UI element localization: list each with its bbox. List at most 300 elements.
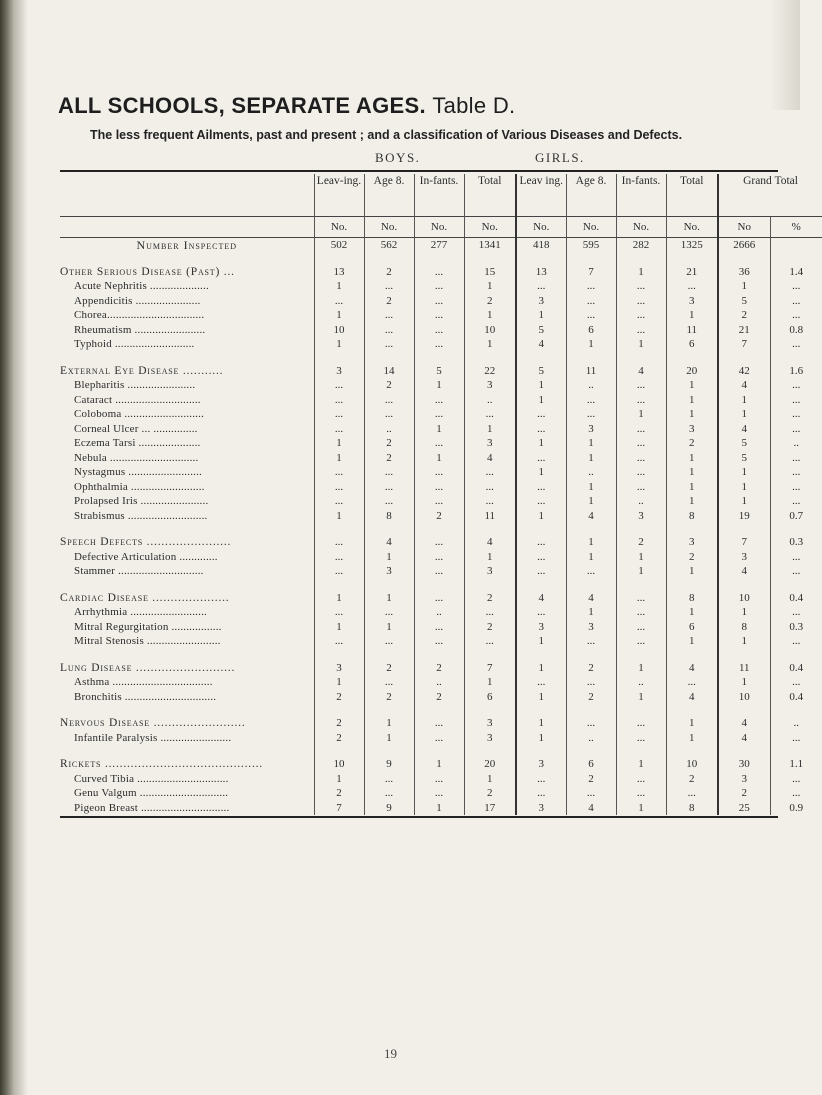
table-cell: 1 (464, 675, 516, 690)
table-row (60, 757, 822, 772)
row-label: Chorea................................. (74, 309, 205, 321)
table-row (60, 509, 822, 524)
table-cell: 9 (364, 757, 414, 772)
subheader-cell: No. (314, 217, 364, 238)
spacer-cell (718, 253, 770, 265)
table-cell: 562 (364, 238, 414, 253)
table-cell: 1 (616, 407, 666, 422)
table-cell: 6 (464, 690, 516, 705)
table-cell: ... (314, 378, 364, 393)
table-cell: 1 (566, 550, 616, 565)
spacer-cell (364, 745, 414, 757)
header-girls-age8: Age 8. (566, 174, 616, 217)
table-cell: ... (314, 407, 364, 422)
table-cell: ... (314, 494, 364, 509)
table-row (60, 634, 822, 649)
table-row (60, 436, 822, 451)
table-cell: 1 (516, 731, 566, 746)
table-cell: ... (566, 786, 616, 801)
row-label: Bronchitis ............................... (74, 690, 217, 703)
spacer-cell (516, 649, 566, 661)
table-cell: 8 (364, 509, 414, 524)
table-cell: 10 (666, 757, 718, 772)
table-cell: ... (616, 772, 666, 787)
spacer-cell (666, 579, 718, 591)
table-cell: ... (770, 675, 822, 690)
table-cell: 1 (616, 265, 666, 280)
table-cell: 1 (666, 605, 718, 620)
header-row (60, 174, 822, 217)
spacer-cell (566, 253, 616, 265)
table-cell: ... (314, 550, 364, 565)
table-cell: ... (770, 772, 822, 787)
table-cell: 8 (666, 801, 718, 816)
table-row (60, 451, 822, 466)
spacer-row (60, 649, 822, 661)
table-cell: 36 (718, 265, 770, 280)
table-cell: 1 (364, 716, 414, 731)
table-cell: 1 (718, 393, 770, 408)
table-cell: ... (364, 337, 414, 352)
table-cell: ... (414, 465, 464, 480)
table-row (60, 661, 822, 676)
table-cell: ... (414, 337, 464, 352)
table-cell: ... (364, 494, 414, 509)
table-cell: 8 (666, 509, 718, 524)
header-girls-total: Total (666, 174, 718, 217)
table-cell: 1 (666, 393, 718, 408)
table-cell: 1 (516, 308, 566, 323)
spacer-cell (364, 352, 414, 364)
table-cell: .. (770, 716, 822, 731)
table-cell: 2 (464, 620, 516, 635)
table-cell: 1 (566, 337, 616, 352)
subheader-label-spacer (60, 217, 314, 238)
table-cell: ... (364, 772, 414, 787)
table-cell: 1 (414, 801, 464, 816)
spacer-cell (718, 745, 770, 757)
table-cell: ... (414, 772, 464, 787)
table-cell: ... (314, 564, 364, 579)
table-cell: 25 (718, 801, 770, 816)
table-cell: 1 (314, 675, 364, 690)
table-cell: .. (616, 494, 666, 509)
header-grand-total: Grand Total (718, 174, 822, 217)
table-cell: 2 (314, 690, 364, 705)
table-cell: ... (566, 294, 616, 309)
table-cell: ... (770, 480, 822, 495)
table-cell: 1 (516, 661, 566, 676)
spacer-cell (414, 523, 464, 535)
table-cell: 1 (616, 801, 666, 816)
table-cell: ... (566, 279, 616, 294)
table-cell: ... (616, 393, 666, 408)
row-label: Coloboma ........................... (74, 408, 205, 420)
table-cell: ... (770, 465, 822, 480)
table-cell: 1 (718, 465, 770, 480)
table-cell: ... (516, 279, 566, 294)
table-cell: 3 (516, 757, 566, 772)
table-cell: 1 (414, 378, 464, 393)
table-cell: 1 (464, 550, 516, 565)
table-cell: 6 (666, 337, 718, 352)
table-cell: ... (464, 480, 516, 495)
spacer-cell (770, 253, 822, 265)
table-cell: 1 (314, 279, 364, 294)
spacer-cell (616, 649, 666, 661)
table-cell: 1 (616, 690, 666, 705)
table-cell: 11 (464, 509, 516, 524)
row-label: Lung Disease ........................... (60, 661, 236, 674)
table-cell: ... (414, 407, 464, 422)
table-cell: ... (770, 294, 822, 309)
table-cell: 1 (666, 731, 718, 746)
table-cell: ... (364, 465, 414, 480)
spacer-cell (516, 745, 566, 757)
table-cell: ... (566, 308, 616, 323)
spacer-cell (616, 523, 666, 535)
spacer-cell (516, 579, 566, 591)
spacer-cell (770, 352, 822, 364)
table-cell: 277 (414, 238, 464, 253)
table-cell: 4 (516, 337, 566, 352)
table-cell: 1 (364, 620, 414, 635)
table-cell: 2 (364, 436, 414, 451)
table-cell: 2 (414, 690, 464, 705)
table-cell: 7 (314, 801, 364, 816)
binding-shadow (0, 0, 28, 1095)
table-cell: ... (516, 675, 566, 690)
table-cell: 1 (718, 279, 770, 294)
header-boys-leaving: Leav-ing. (314, 174, 364, 217)
table-cell: 4 (666, 661, 718, 676)
spacer-cell (314, 649, 364, 661)
table-cell: ... (616, 716, 666, 731)
table-cell: 1 (666, 634, 718, 649)
subheader-cell: No. (364, 217, 414, 238)
table-row (60, 716, 822, 731)
table-cell: ... (414, 564, 464, 579)
table-cell: 2 (464, 591, 516, 606)
table-cell: 8 (666, 591, 718, 606)
table-cell: 3 (616, 509, 666, 524)
table-cell: 3 (464, 716, 516, 731)
row-label: Prolapsed Iris ....................... (74, 495, 209, 507)
table-cell: .. (414, 675, 464, 690)
table-cell: 282 (616, 238, 666, 253)
spacer-cell (616, 704, 666, 716)
table-cell: 11 (566, 364, 616, 379)
table-cell: ... (516, 772, 566, 787)
table-row (60, 378, 822, 393)
table-cell: ... (616, 294, 666, 309)
spacer-row (60, 352, 822, 364)
table-row (60, 294, 822, 309)
table-cell: 3 (464, 731, 516, 746)
table-cell: 2 (314, 716, 364, 731)
table-row (60, 422, 822, 437)
table-cell: 7 (718, 535, 770, 550)
table-body (60, 238, 822, 816)
table-cell: 0.3 (770, 620, 822, 635)
table-row (60, 772, 822, 787)
table-cell: 3 (364, 564, 414, 579)
table-cell: ... (314, 535, 364, 550)
table-cell: 1341 (464, 238, 516, 253)
table-cell: ... (414, 550, 464, 565)
table-cell: 1 (314, 591, 364, 606)
table-cell: 6 (666, 620, 718, 635)
table-row (60, 801, 822, 816)
header-boys-infants: In-fants. (414, 174, 464, 217)
table-cell: 0.8 (770, 323, 822, 338)
table-cell: 42 (718, 364, 770, 379)
table-cell: ... (414, 535, 464, 550)
table-cell: 0.4 (770, 661, 822, 676)
table-cell: ... (616, 480, 666, 495)
table-cell: 14 (364, 364, 414, 379)
table-cell: ... (414, 731, 464, 746)
spacer-cell (566, 745, 616, 757)
spacer-cell (364, 704, 414, 716)
spacer-cell (666, 745, 718, 757)
table-cell: 3 (666, 535, 718, 550)
table-cell: 2 (314, 731, 364, 746)
table-cell: 1 (414, 757, 464, 772)
table-row (60, 535, 822, 550)
table-cell: ... (616, 591, 666, 606)
row-label: Cataract ............................. (74, 393, 201, 406)
table-cell: ... (314, 465, 364, 480)
spacer-cell (464, 253, 516, 265)
table-cell: ... (516, 550, 566, 565)
table-cell: 1 (616, 550, 666, 565)
table-cell: ... (464, 494, 516, 509)
table-cell: .. (566, 465, 616, 480)
table-cell: 2 (718, 786, 770, 801)
table-cell: 2 (566, 690, 616, 705)
spacer-cell (464, 523, 516, 535)
spacer-cell (718, 523, 770, 535)
table-row (60, 620, 822, 635)
table-cell: 1.1 (770, 757, 822, 772)
spacer-cell (60, 704, 314, 716)
table-cell: 3 (464, 378, 516, 393)
table-cell: 1 (666, 465, 718, 480)
row-label: Speech Defects ....................... (60, 536, 232, 548)
table-cell: ... (414, 480, 464, 495)
table-cell: ... (314, 393, 364, 408)
spacer-cell (414, 352, 464, 364)
ailments-table (60, 174, 822, 815)
table-cell: 8 (718, 620, 770, 635)
table-cell: 2 (414, 509, 464, 524)
row-label: Infantile Paralysis ........................ (74, 731, 232, 744)
row-label: Ophthalmia ......................... (74, 480, 205, 493)
table-cell: 418 (516, 238, 566, 253)
table-cell: 1 (314, 451, 364, 466)
table-cell: ... (314, 294, 364, 309)
title-table: Table D. (432, 93, 516, 118)
table-cell: 1 (314, 308, 364, 323)
spacer-row (60, 253, 822, 265)
page-corner-shadow (770, 0, 800, 110)
spacer-cell (364, 579, 414, 591)
table-cell: ... (616, 620, 666, 635)
table-cell: ... (770, 786, 822, 801)
spacer-row (60, 745, 822, 757)
table-cell: ... (364, 393, 414, 408)
table-row (60, 480, 822, 495)
table-cell: 3 (516, 620, 566, 635)
page-title (58, 93, 515, 119)
table-cell: 2 (616, 535, 666, 550)
table-cell: ... (770, 337, 822, 352)
table-cell: 5 (718, 436, 770, 451)
table-cell: ... (414, 436, 464, 451)
table-cell: 6 (566, 757, 616, 772)
table-row (60, 265, 822, 280)
table-cell: ... (666, 279, 718, 294)
table-cell: 1 (616, 757, 666, 772)
table-cell: 0.4 (770, 591, 822, 606)
subheader-cell: No. (414, 217, 464, 238)
spacer-cell (414, 704, 464, 716)
row-label: External Eye Disease ........... (60, 364, 224, 377)
table-cell: 5 (718, 294, 770, 309)
header-girls-leaving: Leav ing. (516, 174, 566, 217)
table-row (60, 786, 822, 801)
table-cell: 1 (718, 634, 770, 649)
table-cell: .. (566, 378, 616, 393)
table-cell: .. (770, 436, 822, 451)
table-cell: 2 (364, 294, 414, 309)
table-cell: 2 (464, 294, 516, 309)
table-cell: 1 (666, 451, 718, 466)
spacer-cell (60, 523, 314, 535)
table-cell: ... (364, 308, 414, 323)
spacer-cell (516, 523, 566, 535)
table-cell: 4 (364, 535, 414, 550)
spacer-cell (666, 704, 718, 716)
table-cell: 1 (464, 772, 516, 787)
table-cell: 4 (718, 731, 770, 746)
spacer-cell (718, 352, 770, 364)
table-row (60, 323, 822, 338)
table-cell: 4 (666, 690, 718, 705)
spacer-cell (770, 579, 822, 591)
row-label: Mitral Stenosis ......................... (74, 635, 221, 647)
page-number: 19 (384, 1046, 397, 1061)
spacer-cell (566, 579, 616, 591)
table-cell: 1 (516, 690, 566, 705)
table-cell: 10 (314, 757, 364, 772)
table-cell: ... (464, 465, 516, 480)
table-cell: 2 (364, 451, 414, 466)
table-cell: 595 (566, 238, 616, 253)
spacer-cell (314, 745, 364, 757)
table-cell: ... (314, 480, 364, 495)
table-cell: 1 (718, 480, 770, 495)
table-cell: ... (770, 605, 822, 620)
table-cell: ... (616, 436, 666, 451)
table-cell: ... (516, 451, 566, 466)
spacer-cell (60, 649, 314, 661)
girls-label: GIRLS. (535, 150, 585, 165)
spacer-cell (60, 253, 314, 265)
table-cell: 2 (566, 661, 616, 676)
spacer-cell (60, 745, 314, 757)
spacer-cell (566, 523, 616, 535)
table-cell: 15 (464, 265, 516, 280)
table-cell: 10 (314, 323, 364, 338)
table-cell: 1 (566, 436, 616, 451)
table-cell: ... (770, 279, 822, 294)
table-cell: ... (516, 535, 566, 550)
table-cell: ... (616, 323, 666, 338)
table-cell: 7 (718, 337, 770, 352)
table-row (60, 731, 822, 746)
table-cell: 1325 (666, 238, 718, 253)
table-cell: 502 (314, 238, 364, 253)
row-label: Mitral Regurgitation ................. (74, 620, 222, 633)
row-label: Blepharitis ....................... (74, 379, 196, 391)
table-cell: 5 (516, 323, 566, 338)
table-cell: 3 (718, 550, 770, 565)
table-cell: ... (414, 308, 464, 323)
table-cell: 1 (516, 393, 566, 408)
spacer-cell (566, 649, 616, 661)
spacer-cell (666, 649, 718, 661)
row-label: Asthma .................................. (74, 676, 213, 688)
table-cell: 1.4 (770, 265, 822, 280)
table-cell: 1 (718, 494, 770, 509)
table-cell: ... (616, 731, 666, 746)
table-row (60, 605, 822, 620)
table-cell: 2 (666, 550, 718, 565)
table-cell: 1 (566, 494, 616, 509)
subheader-cell: No. (464, 217, 516, 238)
table-cell: 30 (718, 757, 770, 772)
table-cell: 1 (516, 378, 566, 393)
table-cell: 2 (364, 661, 414, 676)
row-label: Cardiac Disease ..................... (60, 591, 230, 604)
table-cell: 1 (666, 564, 718, 579)
row-label: Nebula .............................. (74, 451, 199, 464)
table-cell: 1 (464, 337, 516, 352)
table-cell: 1 (414, 451, 464, 466)
table-cell: 1 (616, 564, 666, 579)
table-cell: 1 (666, 494, 718, 509)
table-cell: 4 (718, 378, 770, 393)
table-cell: 10 (718, 690, 770, 705)
title-main: ALL SCHOOLS, SEPARATE AGES. (58, 93, 426, 118)
row-label: Arrhythmia .......................... (74, 606, 207, 618)
table-cell: ... (616, 279, 666, 294)
spacer-cell (616, 579, 666, 591)
spacer-cell (414, 649, 464, 661)
spacer-row (60, 579, 822, 591)
table-cell: 21 (718, 323, 770, 338)
table-cell: 1 (516, 465, 566, 480)
table-cell: 2 (718, 308, 770, 323)
table-cell: 11 (718, 661, 770, 676)
table-cell: .. (414, 605, 464, 620)
subheader-cell: No. (516, 217, 566, 238)
table-cell: 1 (666, 378, 718, 393)
table-cell: ... (364, 480, 414, 495)
table-cell: 1 (718, 675, 770, 690)
